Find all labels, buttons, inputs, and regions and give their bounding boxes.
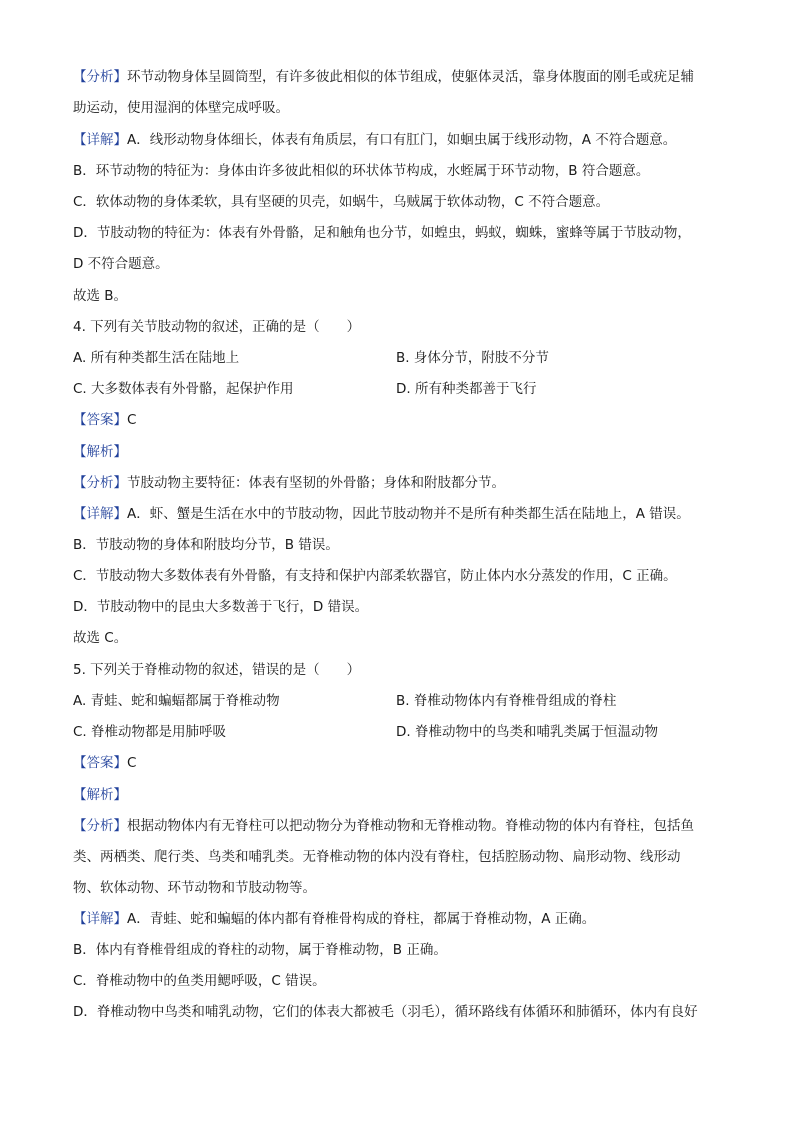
- q3-detail-line-b: B．环节动物的特征为：身体由许多彼此相似的环状体节构成，水蛭属于环节动物，B 符合题意。: [73, 163, 650, 179]
- analysis-tag: 【分析】: [73, 475, 127, 491]
- q5-detail-line-d: D．脊椎动物中鸟类和哺乳动物，它们的体表大都被毛（羽毛），循环路线有体循环和肺循环，体内有良好: [73, 1004, 698, 1020]
- q5-stem: 5. 下列关于脊椎动物的叙述，错误的是（ ）: [73, 662, 361, 678]
- explain-tag: 【解析】: [73, 444, 127, 460]
- analysis-text: 环节动物身体呈圆筒型，有许多彼此相似的体节组成，使躯体灵活，靠身体腹面的刚毛或疣足辅: [127, 69, 694, 85]
- detail-text: A．线形动物身体细长，体表有角质层，有口有肛门，如蛔虫属于线形动物，A 不符合题意。: [127, 132, 677, 148]
- analysis-tag: 【分析】: [73, 69, 127, 85]
- q4-option-c: C. 大多数体表有外骨骼，起保护作用: [73, 381, 294, 397]
- q5-analysis-line-1: [73, 816, 723, 836]
- q3-analysis-line-2: 助运动，使用湿润的体壁完成呼吸。: [73, 100, 289, 116]
- analysis-tag: 【分析】: [73, 818, 127, 834]
- detail-text: A．青蛙、蛇和蝙蝠的体内都有脊椎骨构成的脊柱，都属于脊椎动物，A 正确。: [127, 911, 596, 927]
- q4-conclusion: 故选 C。: [73, 630, 128, 646]
- answer-value: C: [127, 755, 137, 771]
- q3-conclusion: 故选 B。: [73, 288, 128, 304]
- q5-answer: [73, 753, 723, 773]
- q3-detail-line-c: C．软体动物的身体柔软，具有坚硬的贝壳，如蜗牛，乌贼属于软体动物，C 不符合题意。: [73, 194, 610, 210]
- q4-analysis: [73, 473, 723, 493]
- q5-analysis-line-2: 类、两栖类、爬行类、鸟类和哺乳类。无脊椎动物的体内没有脊柱，包括腔肠动物、扁形动物、线形动: [73, 849, 681, 865]
- detail-tag: 【详解】: [73, 506, 127, 522]
- q5-option-d: D. 脊椎动物中的鸟类和哺乳类属于恒温动物: [396, 724, 658, 740]
- q4-detail-line-b: B．节肢动物的身体和附肢均分节，B 错误。: [73, 537, 339, 553]
- q4-explain-heading: [73, 442, 723, 462]
- q5-explain-heading: [73, 785, 723, 805]
- analysis-text: 节肢动物主要特征：体表有坚韧的外骨骼；身体和附肢都分节。: [127, 475, 505, 491]
- q5-option-c: C. 脊椎动物都是用肺呼吸: [73, 724, 227, 740]
- q4-option-d: D. 所有种类都善于飞行: [396, 381, 537, 397]
- detail-tag: 【详解】: [73, 911, 127, 927]
- answer-tag: 【答案】: [73, 412, 127, 428]
- explain-tag: 【解析】: [73, 787, 127, 803]
- q4-answer: [73, 410, 723, 430]
- q5-option-a: A. 青蛙、蛇和蝙蝠都属于脊椎动物: [73, 693, 280, 709]
- q4-detail-line-c: C．节肢动物大多数体表有外骨骼，有支持和保护内部柔软器官，防止体内水分蒸发的作用，C 正确。: [73, 568, 677, 584]
- q5-option-b: B. 脊椎动物体内有脊椎骨组成的脊柱: [396, 693, 617, 709]
- detail-tag: 【详解】: [73, 132, 127, 148]
- q5-detail-line-a: [73, 909, 723, 929]
- q4-option-a: A. 所有种类都生活在陆地上: [73, 350, 240, 366]
- answer-tag: 【答案】: [73, 755, 127, 771]
- q5-analysis-line-3: 物、软体动物、环节动物和节肢动物等。: [73, 880, 316, 896]
- analysis-text: 根据动物体内有无脊柱可以把动物分为脊椎动物和无脊椎动物。脊椎动物的体内有脊柱，包括鱼: [127, 818, 694, 834]
- detail-text: A．虾、蟹是生活在水中的节肢动物，因此节肢动物并不是所有种类都生活在陆地上，A 错误。: [127, 506, 690, 522]
- q3-detail-line-d1: D．节肢动物的特征为：体表有外骨骼，足和触角也分节，如蝗虫，蚂蚁，蜘蛛，蜜蜂等属于节肢动物，: [73, 225, 691, 241]
- q4-detail-line-d: D．节肢动物中的昆虫大多数善于飞行，D 错误。: [73, 599, 369, 615]
- q4-option-b: B. 身体分节，附肢不分节: [396, 350, 549, 366]
- q3-detail-line-a: [73, 130, 723, 150]
- q3-detail-line-d2: D 不符合题意。: [73, 256, 169, 272]
- q5-detail-line-c: C．脊椎动物中的鱼类用鳃呼吸，C 错误。: [73, 973, 326, 989]
- q3-analysis-line-1: [73, 67, 723, 87]
- q4-detail-line-a: [73, 504, 723, 524]
- q4-stem: 4. 下列有关节肢动物的叙述，正确的是（ ）: [73, 319, 361, 335]
- q5-detail-line-b: B．体内有脊椎骨组成的脊柱的动物，属于脊椎动物，B 正确。: [73, 942, 447, 958]
- answer-value: C: [127, 412, 137, 428]
